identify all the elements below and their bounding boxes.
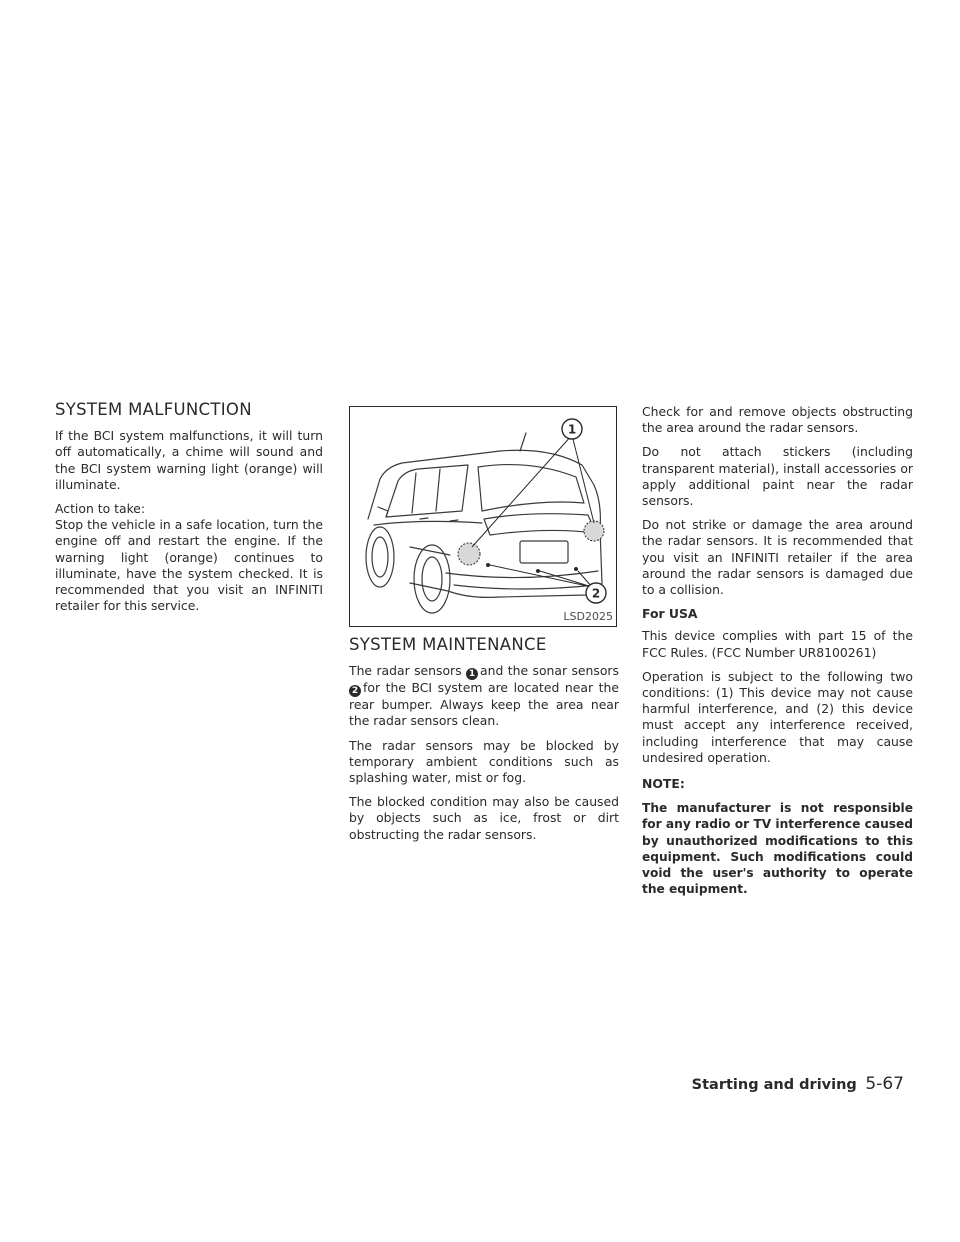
right-paragraph-1: Check for and remove objects obstructing the area around the radar sensors.: [642, 404, 913, 436]
callout-2-label: 2: [591, 586, 601, 601]
maintenance-paragraph-3: The blocked condition may also be caused by objects such as ice, frost or dirt obstructing the radar sensors.: [349, 794, 619, 842]
maintenance-paragraph-1: [349, 663, 619, 729]
malfunction-paragraph: If the BCI system malfunctions, it will turn off automatically, a chime will sound and the BCI system warning light (orange) will illuminate.: [55, 428, 323, 492]
usa-heading: For USA: [642, 606, 698, 622]
callout-1-label: 1: [567, 422, 577, 437]
right-paragraph-3: Do not strike or damage the area around the radar sensors. It is recommended that you visit an INFINITI retailer if the area around the radar sensors is damaged due to a collision.: [642, 517, 913, 598]
usa-paragraph-1: This device complies with part 15 of the FCC Rules. (FCC Number UR8100261): [642, 628, 913, 660]
right-column: [642, 404, 913, 905]
callout-1-inline-icon: 1: [466, 668, 478, 680]
page-footer: [692, 1074, 904, 1094]
note-body: The manufacturer is not responsible for any radio or TV interference caused by unauthorized modifications to this equipment. Such modifications could void the user's authority to operate the equipment.: [642, 801, 913, 897]
note-title: NOTE:: [642, 776, 685, 792]
p1-text-a: The radar sensors: [349, 663, 462, 679]
usa-paragraph-2: Operation is subject to the following two conditions: (1) This device may not cause harmful interference, and (2) this device must accept any interference received, including interference that may cause undesired operation.: [642, 668, 913, 765]
section-title-malfunction: SYSTEM MALFUNCTION: [55, 400, 252, 419]
middle-column: [349, 406, 619, 851]
p1-text-c: for the BCI system are located near the rear bumper. Always keep the area near the radar sensors clean.: [349, 680, 619, 729]
callout-2-inline-icon: 2: [349, 685, 361, 697]
section-title-maintenance: SYSTEM MAINTENANCE: [349, 635, 547, 654]
page-number: 5-67: [865, 1074, 904, 1094]
maintenance-paragraph-2: The radar sensors may be blocked by temporary ambient conditions such as splashing water, mist or fog.: [349, 737, 619, 786]
action-paragraph: Stop the vehicle in a safe location, turn the engine off and restart the engine. If the warning light (orange) continues to illuminate, have the system checked. It is recommended that you visit an INFINITI retailer for this service.: [55, 517, 323, 614]
sensor-location-figure: [349, 406, 617, 627]
rear-vehicle-illustration: [350, 407, 616, 626]
figure-id: LSD2025: [563, 609, 613, 623]
p1-text-b: and the sonar sensors: [480, 663, 619, 679]
right-paragraph-2: Do not attach stickers (including transparent material), install accessories or apply additional paint near the radar sensors.: [642, 444, 913, 509]
action-label: Action to take:: [55, 501, 146, 517]
footer-section-title: Starting and driving: [691, 1077, 857, 1093]
left-column: [55, 402, 323, 622]
